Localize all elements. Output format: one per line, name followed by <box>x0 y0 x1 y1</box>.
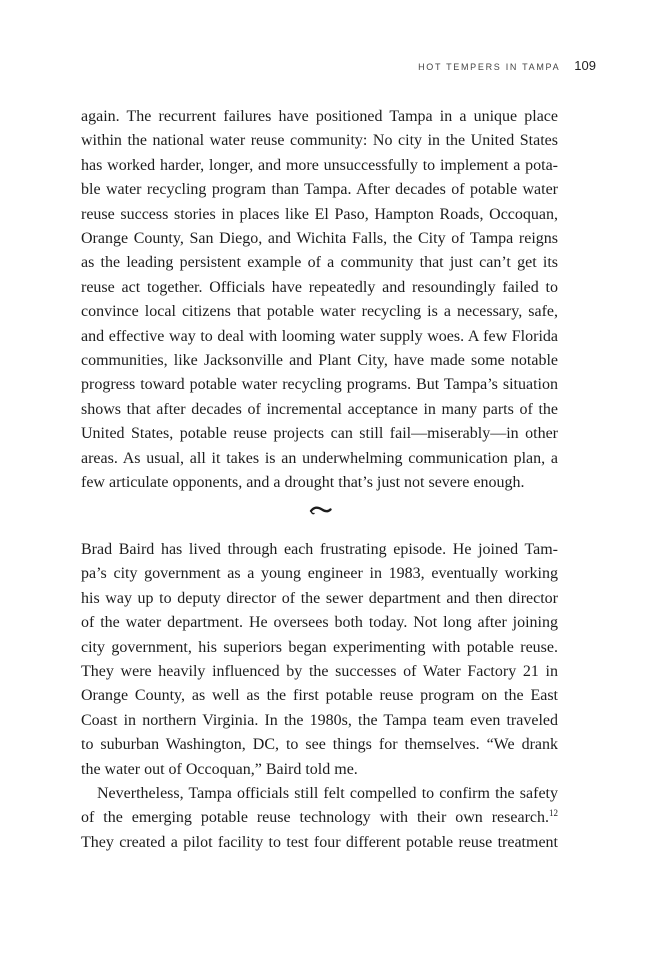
paragraph-1 <box>81 105 558 496</box>
text-line: his way up to deputy director of the sewer department and then director <box>81 589 558 607</box>
text-line: city government, his superiors began experimenting with potable reuse. <box>81 638 558 656</box>
paragraph-2 <box>81 538 558 855</box>
page-number: 109 <box>574 58 596 73</box>
text-line: few articulate opponents, and a drought that’s just not severe enough. <box>81 474 525 492</box>
section-break-flourish-icon <box>309 503 333 517</box>
text-line: again. The recurrent failures have positioned Tampa in a unique place <box>81 108 558 125</box>
text-line: shows that after decades of incremental acceptance in many parts of the <box>81 400 558 418</box>
text-line: They created a pilot facility to test four different potable reuse treatment <box>81 833 558 851</box>
text-line: reuse success stories in places like El Paso, Hampton Roads, Occoquan, <box>81 205 558 223</box>
text-line-content: of the emerging potable reuse technology with their own research. <box>81 809 549 827</box>
text-line: Brad Baird has lived through each frustrating episode. He joined Tam- <box>81 541 558 558</box>
text-line: has worked harder, longer, and more unsuccessfully to implement a pota- <box>81 156 558 174</box>
text-line: within the national water reuse community: No city in the United States <box>81 132 558 150</box>
text-line: communities, like Jacksonville and Plant City, have made some notable <box>81 352 558 370</box>
text-line: United States, potable reuse projects can still fail—miserably—in other <box>81 425 558 443</box>
text-line: Orange County, San Diego, and Wichita Falls, the City of Tampa reigns <box>81 230 558 248</box>
text-line: to suburban Washington, DC, to see things for themselves. “We drank <box>81 736 558 754</box>
text-line: as the leading persistent example of a community that just can’t get its <box>81 254 558 272</box>
footnote-marker[interactable]: 12 <box>549 808 558 819</box>
text-line: progress toward potable water recycling programs. But Tampa’s situation <box>81 376 558 394</box>
text-line: reuse act together. Officials have repeatedly and resoundingly failed to <box>81 278 558 296</box>
text-line <box>81 806 558 830</box>
running-head <box>418 58 596 73</box>
text-line: pa’s city government as a young engineer in 1983, eventually working <box>81 565 558 583</box>
text-line: Orange County, as well as the first potable reuse program on the East <box>81 687 558 705</box>
text-line: convince local citizens that potable water recycling is a necessary, safe, <box>81 303 558 321</box>
text-line: the water out of Occoquan,” Baird told me. <box>81 760 358 778</box>
text-line: Coast in northern Virginia. In the 1980s, the Tampa team even traveled <box>81 711 558 729</box>
running-title: HOT TEMPERS IN TAMPA <box>418 62 561 72</box>
text-line: ble water recycling program than Tampa. After decades of potable water <box>81 181 558 199</box>
text-line: areas. As usual, all it takes is an underwhelming communication plan, a <box>81 449 558 467</box>
text-line: They were heavily influenced by the successes of Water Factory 21 in <box>81 663 558 681</box>
text-line: and effective way to deal with looming water supply woes. A few Florida <box>81 327 558 345</box>
text-line: of the water department. He oversees both today. Not long after joining <box>81 614 558 632</box>
text-line: Nevertheless, Tampa officials still felt compelled to confirm the safety <box>97 785 558 803</box>
